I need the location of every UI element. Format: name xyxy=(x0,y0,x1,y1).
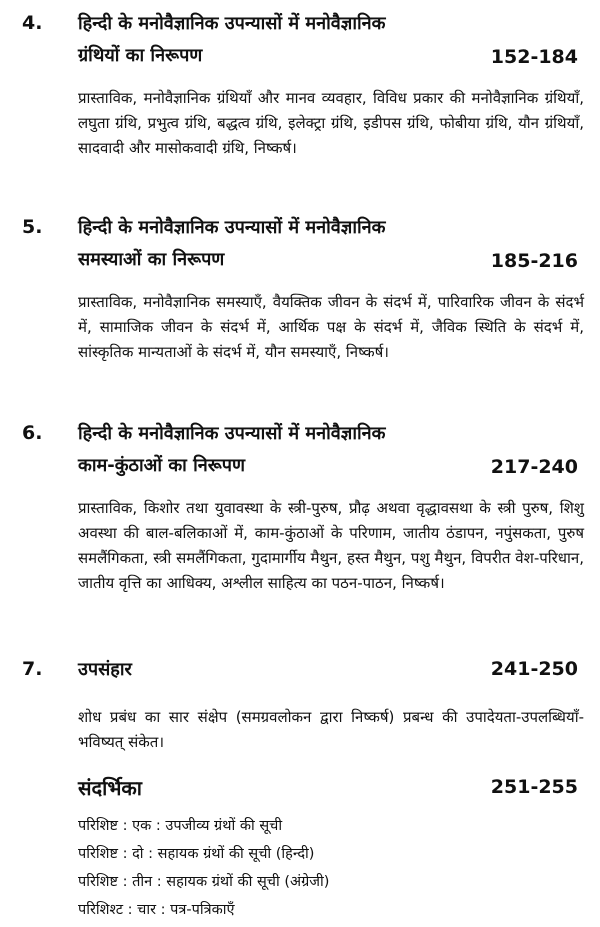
chapter-title-line2: समस्याओं का निरूपण xyxy=(78,249,225,270)
chapter-title-line2: ग्रंथियों का निरूपण xyxy=(78,45,203,66)
chapter-pages: 241-250 xyxy=(490,658,578,680)
chapter-pages: 152-184 xyxy=(490,46,578,68)
references-item: परिशिष्ट : दो : सहायक ग्रंथों की सूची (हिन्दी) xyxy=(78,846,315,862)
references-item: परिशिश्ट : चार : पत्र-पत्रिकाएँ xyxy=(78,902,235,918)
chapter-5-description: प्रास्ताविक, मनोवैज्ञानिक समस्याएँ, वैयक्तिक जीवन के संदर्भ में, पारिवारिक जीवन के संदर्भ में, सामाजिक जीवन के संदर्भ में, आर्थिक पक्ष के संदर्भ में, जैविक स्थिति के संदर्भ में, सांस्कृतिक मान्यताओं के संदर्भ में, यौन समस्याएँ, निष्कर्ष। xyxy=(78,293,584,361)
chapter-6-description: प्रास्ताविक, किशोर तथा युवावस्था के स्त्री-पुरुष, प्रौढ़ अथवा वृद्धावसथा के स्त्री पुरुष, शिशु अवस्था की बाल-बलिकाओं में, काम-कुंठाओं के परिणाम, जातीय ठंडापन, नपुंसकता, पुरुष समलैंगिकता, स्त्री समलैंगिकता, गुदामार्गीय मैथुन, हस्त मैथुन, पशु मैथुन, विपरीत वेश-परिधान, जातीय वृत्ति का आधिक्य, अश्लील साहित्य का पठन-पाठन, निष्कर्ष। xyxy=(78,499,584,592)
references-item: परिशिष्ट : तीन : सहायक ग्रंथों की सूची (अंग्रेजी) xyxy=(78,874,330,890)
chapter-title-line1: हिन्दी के मनोवैज्ञानिक उपन्यासों में मनोवैज्ञानिक xyxy=(78,217,386,238)
chapter-number: 4. xyxy=(22,12,43,34)
references-pages: 251-255 xyxy=(490,776,578,798)
chapter-pages: 217-240 xyxy=(490,456,578,478)
references-title: संदर्भिका xyxy=(78,776,142,800)
chapter-pages: 185-216 xyxy=(490,250,578,272)
chapter-title-line1: उपसंहार xyxy=(78,659,132,680)
chapter-number: 6. xyxy=(22,422,43,444)
chapter-number: 5. xyxy=(22,216,43,238)
chapter-4-description: प्रास्ताविक, मनोवैज्ञानिक ग्रंथियाँ और मानव व्यवहार, विविध प्रकार की मनोवैज्ञानिक ग्रंथियाँ, लघुता ग्रंथि, प्रभुत्व ग्रंथि, बद्धत्व ग्रंथि, इलेक्ट्रा ग्रंथि, इडीपस ग्रंथि, फोबीया ग्रंथि, यौन ग्रंथियाँ, सादवादी और मासोकवादी ग्रंथि, निष्कर्ष। xyxy=(78,89,584,157)
chapter-title-line2: काम-कुंठाओं का निरूपण xyxy=(78,455,245,476)
chapter-title-line1: हिन्दी के मनोवैज्ञानिक उपन्यासों में मनोवैज्ञानिक xyxy=(78,13,386,34)
references-item: परिशिष्ट : एक : उपजीव्य ग्रंथों की सूची xyxy=(78,818,283,834)
chapter-7-description: शोध प्रबंध का सार संक्षेप (समग्रवलोकन द्वारा निष्कर्ष) प्रबन्ध की उपादेयता-उपलब्धियाँ-भविष्यत् संकेत। xyxy=(78,708,584,751)
chapter-number: 7. xyxy=(22,658,43,680)
chapter-title-line1: हिन्दी के मनोवैज्ञानिक उपन्यासों में मनोवैज्ञानिक xyxy=(78,423,386,444)
